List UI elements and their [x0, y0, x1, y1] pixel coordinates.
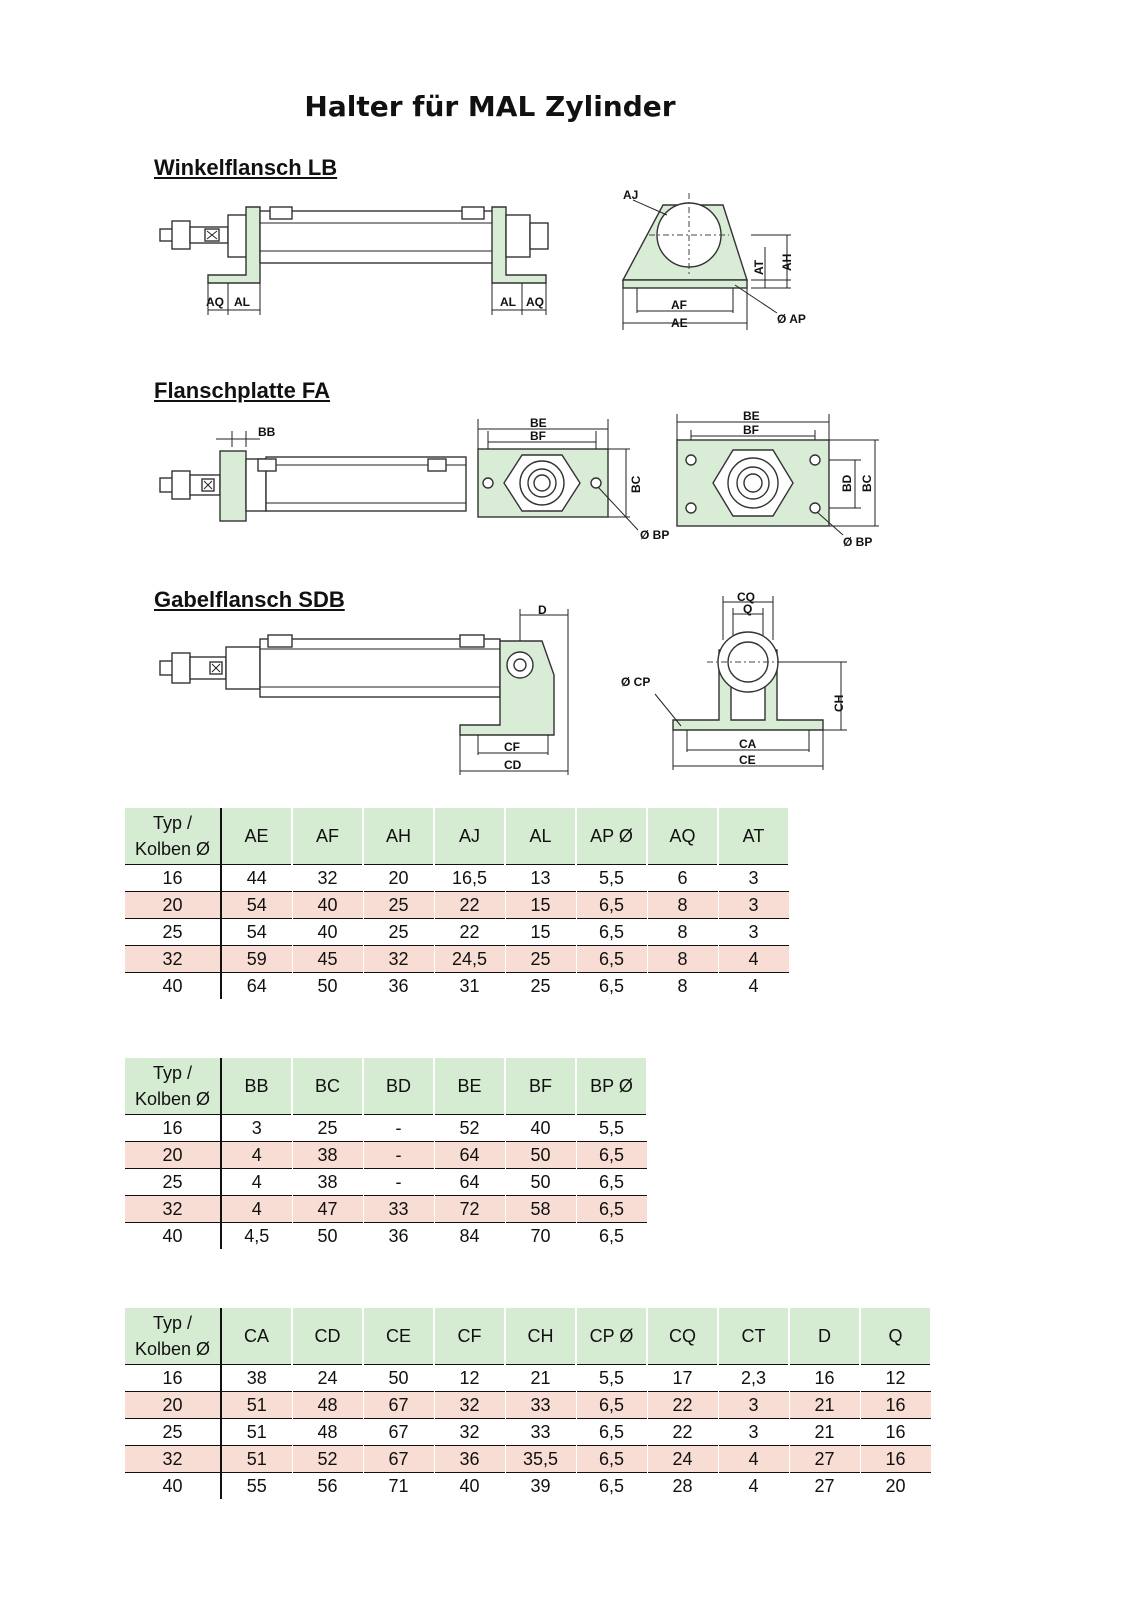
table-cell: 6,5	[576, 1446, 647, 1473]
table-row	[125, 1392, 931, 1419]
column-header: BC	[292, 1058, 363, 1115]
table-cell: 25	[505, 973, 576, 1000]
table-cell: 71	[363, 1473, 434, 1500]
dim-af: AF	[671, 298, 687, 312]
table-cell: 22	[647, 1392, 718, 1419]
table-cell: 25	[363, 919, 434, 946]
table-cell: 48	[292, 1419, 363, 1446]
table-cell: 2,3	[718, 1365, 789, 1392]
table-cell: 3	[221, 1115, 292, 1142]
table-winkelflansch-lb	[125, 808, 790, 999]
dim-bp-large: Ø BP	[843, 535, 873, 549]
table-cell: 31	[434, 973, 505, 1000]
table-cell: 55	[221, 1473, 292, 1500]
table-cell: 27	[789, 1473, 860, 1500]
table-cell: 13	[505, 865, 576, 892]
fa-side-drawing	[150, 425, 470, 535]
table-cell: 38	[292, 1142, 363, 1169]
table-header-row	[125, 808, 789, 865]
column-header: AH	[363, 808, 434, 865]
table-cell: 24	[292, 1365, 363, 1392]
column-header: AQ	[647, 808, 718, 865]
table-cell: 15	[505, 892, 576, 919]
table-row	[125, 919, 789, 946]
table-cell: 84	[434, 1223, 505, 1250]
table-cell: 52	[292, 1446, 363, 1473]
table-cell: 50	[505, 1142, 576, 1169]
table-cell: 28	[647, 1473, 718, 1500]
table-row	[125, 892, 789, 919]
table-cell: 36	[363, 973, 434, 1000]
section-title-fa: Flanschplatte FA	[154, 378, 331, 403]
table-cell: 8	[647, 946, 718, 973]
table-cell: 50	[292, 1223, 363, 1250]
table-cell: 21	[789, 1392, 860, 1419]
dim-bb: BB	[258, 425, 276, 439]
row-typ-cell: 40	[125, 1473, 221, 1500]
header-typ-kolben: Typ / Kolben Ø	[125, 808, 221, 865]
column-header: CT	[718, 1308, 789, 1365]
table-cell: 6,5	[576, 892, 647, 919]
header-typ-kolben: Typ / Kolben Ø	[125, 1308, 221, 1365]
table-cell: 16	[860, 1419, 931, 1446]
table-cell: 44	[221, 865, 292, 892]
table-cell: 4	[221, 1196, 292, 1223]
table-cell: 3	[718, 1392, 789, 1419]
table-cell: 50	[292, 973, 363, 1000]
dim-bd: BD	[840, 474, 854, 492]
column-header: CF	[434, 1308, 505, 1365]
table-cell: 6,5	[576, 1169, 647, 1196]
row-typ-cell: 40	[125, 1223, 221, 1250]
table-cell: 4	[718, 1473, 789, 1500]
table-row	[125, 1473, 931, 1500]
table-cell: -	[363, 1115, 434, 1142]
column-header: AT	[718, 808, 789, 865]
table-cell: 40	[434, 1473, 505, 1500]
table-header-row	[125, 1058, 647, 1115]
dim-al-left: AL	[234, 295, 250, 309]
table-cell: 64	[221, 973, 292, 1000]
table-cell: 70	[505, 1223, 576, 1250]
table-cell: 4	[718, 946, 789, 973]
table-cell: 3	[718, 919, 789, 946]
table-cell: 51	[221, 1392, 292, 1419]
table-cell: 4	[718, 973, 789, 1000]
lb-side-drawing	[150, 185, 570, 325]
dim-ch: CH	[832, 694, 846, 712]
table-cell: 32	[363, 946, 434, 973]
table-row	[125, 1446, 931, 1473]
table-cell: 32	[434, 1419, 505, 1446]
table-row	[125, 1365, 931, 1392]
table-cell: 38	[292, 1169, 363, 1196]
table-gabelflansch-sdb	[125, 1308, 932, 1499]
table-cell: 5,5	[576, 1365, 647, 1392]
table-cell: 58	[505, 1196, 576, 1223]
table-cell: 27	[789, 1446, 860, 1473]
row-typ-cell: 32	[125, 1196, 221, 1223]
table-cell: 54	[221, 919, 292, 946]
row-typ-cell: 16	[125, 1115, 221, 1142]
table-cell: 6,5	[576, 1419, 647, 1446]
table-cell: 51	[221, 1419, 292, 1446]
column-header: BD	[363, 1058, 434, 1115]
table-cell: 21	[789, 1419, 860, 1446]
row-typ-cell: 20	[125, 892, 221, 919]
dim-be-large: BE	[743, 409, 760, 423]
dim-q: Q	[743, 602, 753, 616]
table-cell: -	[363, 1169, 434, 1196]
dim-cd: CD	[504, 758, 522, 772]
dim-ce: CE	[739, 753, 756, 767]
column-header: CP Ø	[576, 1308, 647, 1365]
table-cell: 8	[647, 892, 718, 919]
dim-ah: AH	[780, 253, 794, 271]
table-cell: 47	[292, 1196, 363, 1223]
table-cell: 8	[647, 919, 718, 946]
column-header: BF	[505, 1058, 576, 1115]
table-cell: 67	[363, 1446, 434, 1473]
column-header: AE	[221, 808, 292, 865]
table-row	[125, 1169, 647, 1196]
table-cell: 24	[647, 1446, 718, 1473]
table-row	[125, 1223, 647, 1250]
table-cell: 6	[647, 865, 718, 892]
sdb-front-drawing	[615, 590, 855, 775]
table-cell: 4	[221, 1169, 292, 1196]
table-cell: 6,5	[576, 973, 647, 1000]
table-row	[125, 1419, 931, 1446]
dim-at: AT	[752, 259, 766, 275]
table-cell: 56	[292, 1473, 363, 1500]
dim-cp: Ø CP	[621, 675, 651, 689]
column-header: BB	[221, 1058, 292, 1115]
table-cell: -	[363, 1142, 434, 1169]
row-typ-cell: 20	[125, 1142, 221, 1169]
table-cell: 33	[363, 1196, 434, 1223]
table-cell: 39	[505, 1473, 576, 1500]
table-cell: 12	[434, 1365, 505, 1392]
table-cell: 51	[221, 1446, 292, 1473]
dim-bf-large: BF	[743, 423, 759, 437]
column-header: AL	[505, 808, 576, 865]
table-cell: 3	[718, 892, 789, 919]
column-header: AJ	[434, 808, 505, 865]
table-cell: 4	[221, 1142, 292, 1169]
column-header: Q	[860, 1308, 931, 1365]
table-cell: 67	[363, 1419, 434, 1446]
page-title: Halter für MAL Zylinder	[304, 90, 676, 123]
column-header: CD	[292, 1308, 363, 1365]
row-typ-cell: 25	[125, 1169, 221, 1196]
table-cell: 45	[292, 946, 363, 973]
table-cell: 4,5	[221, 1223, 292, 1250]
row-typ-cell: 25	[125, 1419, 221, 1446]
dim-aq-right: AQ	[526, 295, 544, 309]
table-cell: 8	[647, 973, 718, 1000]
dim-aj: AJ	[623, 188, 639, 202]
table-cell: 21	[505, 1365, 576, 1392]
column-header: AF	[292, 808, 363, 865]
table-cell: 32	[434, 1392, 505, 1419]
column-header: BP Ø	[576, 1058, 647, 1115]
table-cell: 54	[221, 892, 292, 919]
table-cell: 64	[434, 1169, 505, 1196]
dim-be-small: BE	[530, 416, 547, 430]
table-cell: 5,5	[576, 865, 647, 892]
table-cell: 6,5	[576, 1223, 647, 1250]
table-cell: 48	[292, 1392, 363, 1419]
table-cell: 52	[434, 1115, 505, 1142]
dim-ae: AE	[671, 316, 688, 330]
row-typ-cell: 40	[125, 973, 221, 1000]
table-cell: 4	[718, 1446, 789, 1473]
table-cell: 25	[505, 946, 576, 973]
table-flanschplatte-fa	[125, 1058, 648, 1249]
table-cell: 17	[647, 1365, 718, 1392]
dim-bc-large: BC	[860, 474, 874, 492]
column-header: D	[789, 1308, 860, 1365]
table-cell: 72	[434, 1196, 505, 1223]
table-cell: 6,5	[576, 1473, 647, 1500]
row-typ-cell: 16	[125, 865, 221, 892]
table-cell: 67	[363, 1392, 434, 1419]
table-cell: 6,5	[576, 946, 647, 973]
table-cell: 6,5	[576, 1142, 647, 1169]
table-cell: 24,5	[434, 946, 505, 973]
section-title-sdb: Gabelflansch SDB	[154, 587, 345, 612]
dim-ap: Ø AP	[777, 312, 806, 326]
table-cell: 20	[860, 1473, 931, 1500]
row-typ-cell: 32	[125, 946, 221, 973]
dim-d: D	[538, 603, 547, 617]
table-cell: 64	[434, 1142, 505, 1169]
table-cell: 16	[860, 1446, 931, 1473]
table-cell: 12	[860, 1365, 931, 1392]
dim-cf: CF	[504, 740, 520, 754]
column-header: CQ	[647, 1308, 718, 1365]
table-cell: 33	[505, 1419, 576, 1446]
table-cell: 16	[860, 1392, 931, 1419]
table-cell: 3	[718, 1419, 789, 1446]
table-cell: 6,5	[576, 919, 647, 946]
section-title-lb: Winkelflansch LB	[154, 155, 338, 180]
lb-front-drawing	[615, 185, 835, 335]
dim-cq: CQ	[737, 590, 755, 604]
table-cell: 25	[363, 892, 434, 919]
table-cell: 50	[505, 1169, 576, 1196]
dim-ca: CA	[739, 737, 757, 751]
table-cell: 40	[292, 892, 363, 919]
table-cell: 33	[505, 1392, 576, 1419]
table-cell: 22	[434, 919, 505, 946]
dim-bp-small: Ø BP	[640, 528, 670, 542]
dim-bf-small: BF	[530, 429, 546, 443]
table-cell: 15	[505, 919, 576, 946]
table-cell: 16,5	[434, 865, 505, 892]
table-cell: 5,5	[576, 1115, 647, 1142]
table-header-row	[125, 1308, 931, 1365]
table-row	[125, 973, 789, 1000]
row-typ-cell: 20	[125, 1392, 221, 1419]
dim-al-right: AL	[500, 295, 516, 309]
row-typ-cell: 25	[125, 919, 221, 946]
column-header: CA	[221, 1308, 292, 1365]
table-cell: 20	[363, 865, 434, 892]
table-cell: 59	[221, 946, 292, 973]
table-cell: 36	[363, 1223, 434, 1250]
table-cell: 6,5	[576, 1392, 647, 1419]
dim-aq-left: AQ	[206, 295, 224, 309]
table-cell: 40	[505, 1115, 576, 1142]
column-header: CE	[363, 1308, 434, 1365]
table-cell: 6,5	[576, 1196, 647, 1223]
row-typ-cell: 32	[125, 1446, 221, 1473]
table-cell: 36	[434, 1446, 505, 1473]
table-cell: 3	[718, 865, 789, 892]
fa-front-drawing-small	[470, 415, 670, 550]
table-row	[125, 1115, 647, 1142]
table-cell: 35,5	[505, 1446, 576, 1473]
header-typ-kolben: Typ / Kolben Ø	[125, 1058, 221, 1115]
table-row	[125, 1142, 647, 1169]
table-cell: 22	[434, 892, 505, 919]
table-cell: 22	[647, 1419, 718, 1446]
dim-bc-small: BC	[629, 475, 643, 493]
row-typ-cell: 16	[125, 1365, 221, 1392]
table-row	[125, 1196, 647, 1223]
table-cell: 40	[292, 919, 363, 946]
column-header: CH	[505, 1308, 576, 1365]
table-cell: 32	[292, 865, 363, 892]
fa-front-drawing-large	[675, 410, 890, 555]
table-cell: 50	[363, 1365, 434, 1392]
column-header: AP Ø	[576, 808, 647, 865]
sdb-side-drawing	[150, 605, 580, 785]
table-row	[125, 946, 789, 973]
table-row	[125, 865, 789, 892]
table-cell: 38	[221, 1365, 292, 1392]
column-header: BE	[434, 1058, 505, 1115]
table-cell: 16	[789, 1365, 860, 1392]
table-cell: 25	[292, 1115, 363, 1142]
